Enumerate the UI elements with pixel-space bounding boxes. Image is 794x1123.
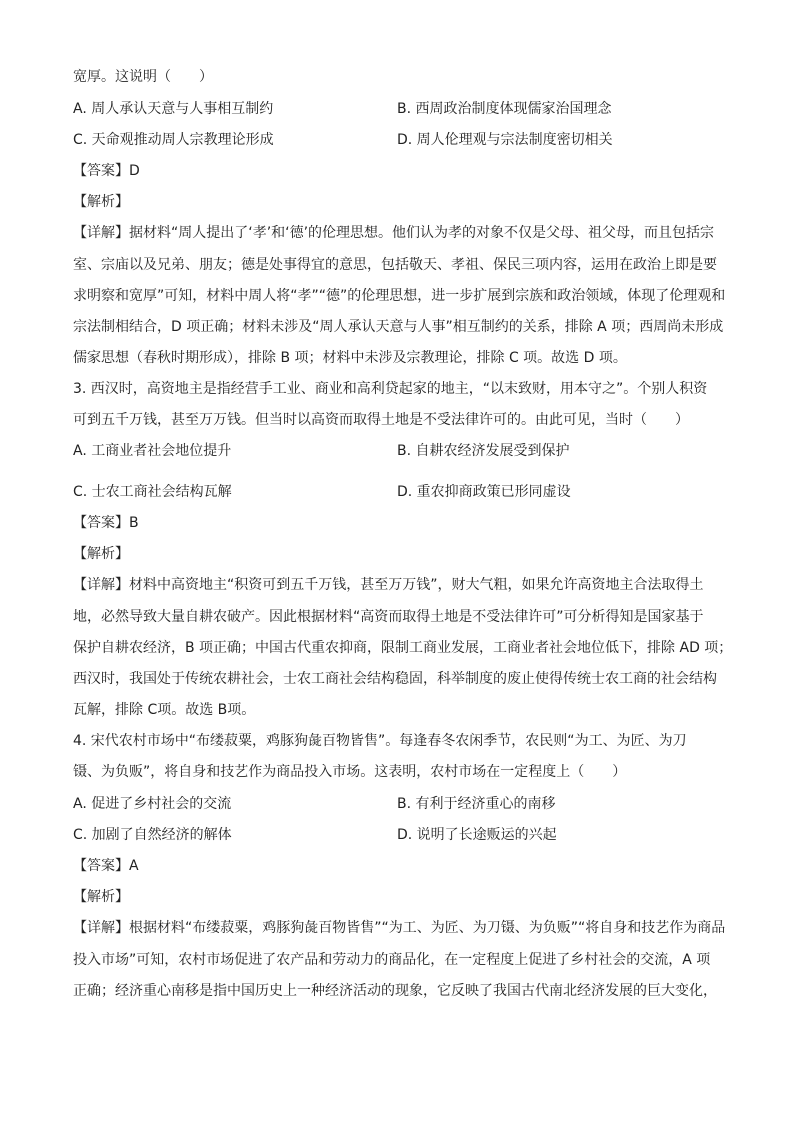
q2-analysis-label: 【解析】 [73,194,129,210]
q2-answer: 【答案】D [73,163,140,179]
q2-option-c: C. 天命观推动周人宗教理论形成 [73,132,274,148]
q2-option-d: D. 周人伦理观与宗法制度密切相关 [397,132,613,148]
q2-option-b: B. 西周政治制度体现儒家治国理念 [397,101,612,117]
q3-detail-line: 西汉时，我国处于传统农耕社会，士农工商社会结构稳固，科举制度的废止使得传统士农工商的社会结构 [73,671,717,687]
q3-detail-line: 瓦解，排除 C项。故选 B项。 [73,702,256,718]
q4-option-a: A. 促进了乡村社会的交流 [73,796,232,812]
q4-stem-line: 4. 宋代农村市场中“布缕菽粟，鸡豚狗彘百物皆售”。每逢春冬农闲季节，农民则“为工、为匠、为刀 [73,733,687,749]
q2-option-a: A. 周人承认天意与人事相互制约 [73,101,274,117]
q2-detail-line: 室、宗庙以及兄弟、朋友；德是处事得宜的意思，包括敬天、孝祖、保民三项内容，运用在政治上即是要 [73,257,717,273]
q3-option-c: C. 士农工商社会结构瓦解 [73,484,232,500]
q3-option-b: B. 自耕农经济发展受到保护 [397,443,570,459]
q2-detail-line: 【详解】据材料“周人提出了‘孝’和‘德’的伦理思想。他们认为孝的对象不仅是父母、祖父母，而且包括宗 [73,225,715,241]
q3-stem-line: 可到五千万钱，甚至万万钱。但当时以高资而取得土地是不受法律许可的。由此可见，当时（ ） [73,412,689,428]
q4-option-c: C. 加剧了自然经济的解体 [73,827,232,843]
q3-stem-line: 3. 西汉时，高资地主是指经营手工业、商业和高利贷起家的地主，“以末致财，用本守之”。个别人积资 [73,381,708,397]
q3-answer: 【答案】B [73,515,139,531]
q4-option-d: D. 说明了长途贩运的兴起 [397,827,557,843]
q2-detail-line: 求明察和宽厚”可知，材料中周人将“孝”“德”的伦理思想，进一步扩展到宗族和政治领域，体现了伦理观和 [73,288,726,304]
q4-detail-line: 正确；经济重心南移是指中国历史上一种经济活动的现象，它反映了我国古代南北经济发展的巨大变化， [73,983,717,999]
q4-stem-line: 镊、为负贩”，将自身和技艺作为商品投入市场。这表明，农村市场在一定程度上（ ） [73,764,627,780]
q4-detail-line: 【详解】根据材料“布缕菽粟，鸡豚狗彘百物皆售”“为工、为匠、为刀镊、为负贩”“将自身和技艺作为商品 [73,920,726,936]
q4-answer: 【答案】A [73,858,139,874]
q4-analysis-label: 【解析】 [73,889,129,905]
q3-option-a: A. 工商业者社会地位提升 [73,443,232,459]
q3-detail-line: 保护自耕农经济，B 项正确；中国古代重农抑商，限制工商业发展，工商业者社会地位低下，排除 AD 项； [73,640,733,656]
q4-detail-line: 投入市场”可知，农村市场促进了农产品和劳动力的商品化，在一定程度上促进了乡村社会的交流，A 项 [73,952,711,968]
q4-option-b: B. 有利于经济重心的南移 [397,796,556,812]
q3-option-d: D. 重农抑商政策已形同虚设 [397,484,571,500]
q2-detail-line: 儒家思想（春秋时期形成），排除 B 项；材料中未涉及宗教理论，排除 C 项。故选 D 项。 [73,350,627,366]
q3-detail-line: 【详解】材料中高资地主“积资可到五千万钱，甚至万万钱”，财大气粗，如果允许高资地主合法取得土 [73,577,704,593]
q3-detail-line: 地，必然导致大量自耕农破产。因此根据材料“高资而取得土地是不受法律许可”可分析得知是国家基于 [73,609,704,625]
q2-stem-tail: 宽厚。这说明（ ） [73,69,213,85]
q2-detail-line: 宗法制相结合，D 项正确；材料未涉及“周人承认天意与人事”相互制约的关系，排除 A 项；西周尚未形成 [73,319,724,335]
q3-analysis-label: 【解析】 [73,546,129,562]
